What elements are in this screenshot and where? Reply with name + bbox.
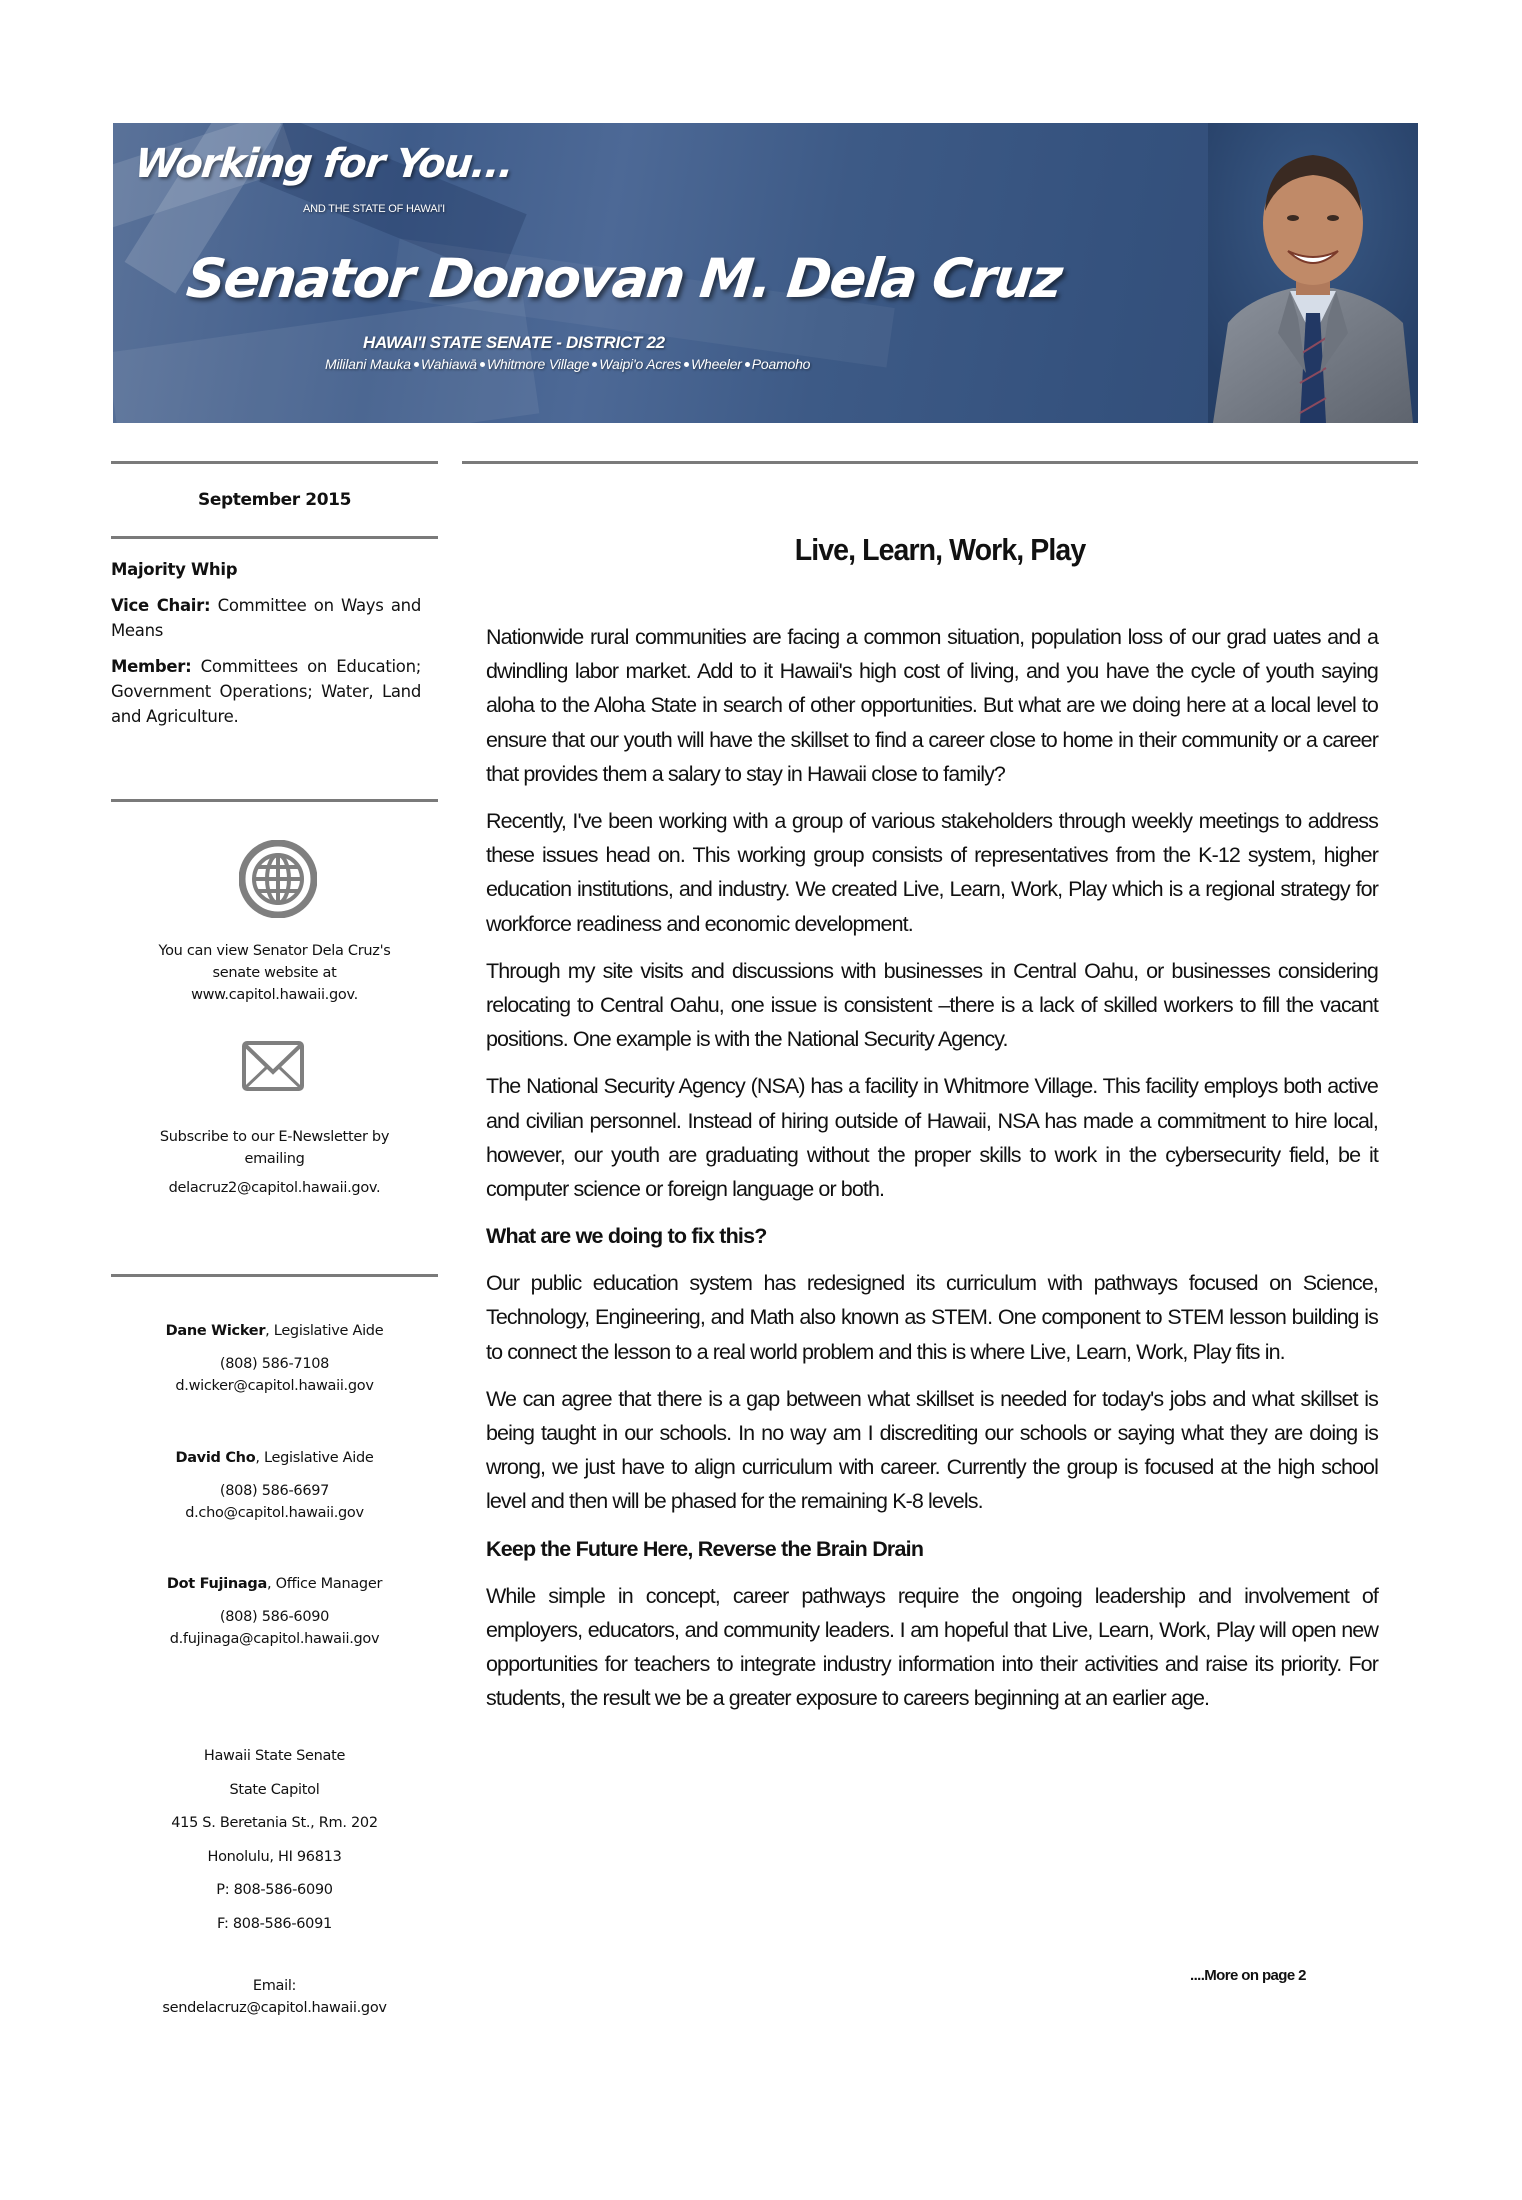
staff-phone: (808) 586-7108	[219, 1356, 330, 1372]
article-title: Live, Learn, Work, Play	[794, 532, 1086, 567]
article-paragraph: Through my site visits and discussions with businesses in Central Oahu, or businesses considering relocating to Central Oahu, one issue is consistent –there is a lack of skilled workers to fill the vacant positions. One example is with the National Security Agency.	[486, 958, 1378, 1052]
header-banner	[113, 123, 1418, 423]
office-address	[111, 1740, 438, 1941]
article-subheading: Keep the Future Here, Reverse the Brain Drain	[486, 1536, 924, 1561]
staff-title: , Legislative Aide	[255, 1450, 374, 1466]
sidebar-divider	[111, 536, 438, 539]
article-subheading: What are we doing to fix this?	[486, 1224, 767, 1249]
article-paragraph: The National Security Agency (NSA) has a facility in Whitmore Village. This facility employs both active and civilian personnel. Instead of hiring outside of Hawaii, NSA has made a commitment to hire local, however, our youth are graduating without the proper skills to work in the cybersecurity field, be it computer science or foreign language or both.	[486, 1074, 1378, 1202]
staff-email-link[interactable]: d.wicker@capitol.hawaii.gov	[175, 1378, 374, 1394]
staff-email-link[interactable]: d.fujinaga@capitol.hawaii.gov	[169, 1631, 380, 1647]
office-phone: P: 808-586-6090	[216, 1882, 333, 1898]
area-item: Poamoho	[751, 356, 811, 372]
bullet-icon	[480, 362, 485, 367]
website-text: senate website at	[212, 965, 337, 981]
article-paragraph: Our public education system has redesigned its curriculum with pathways focused on Science, Technology, Engineering, and Math also known as STEM. One component to STEM lesson building is to connect the lesson to a real world problem and this is where Live, Learn, Work, Play fits in.	[486, 1271, 1378, 1364]
area-item: Mililani Mauka	[325, 356, 411, 372]
role-text: Committees on Education; Government Operations; Water, Land and Agriculture.	[111, 657, 421, 726]
role-majority-whip: Majority Whip	[111, 560, 238, 579]
area-item: Wahiawā	[420, 356, 477, 372]
staff-phone: (808) 586-6697	[219, 1483, 330, 1499]
continued-link[interactable]: ....More on page 2	[1190, 1967, 1306, 1984]
address-line: 415 S. Beretania St., Rm. 202	[171, 1815, 378, 1831]
newsletter-info	[111, 1126, 438, 1199]
issue-date: September 2015	[197, 490, 352, 510]
role-label: Member:	[111, 657, 192, 676]
globe-icon	[239, 840, 317, 918]
article-paragraph: Nationwide rural communities are facing a common situation, population loss of our grad uates and a dwindling labor market. Add to it Hawaii's high cost of living, and you have the cycle of youth saying aloha to the Aloha State in search of other opportunities. But what are we doing here at a local level to ensure that our youth will have the skillset to find a career close to home in their community or a career that provides them a salary to stay in Hawaii close to family?	[486, 625, 1378, 786]
newsletter-text: Subscribe to our E-Newsletter by	[159, 1129, 390, 1145]
address-line: State Capitol	[229, 1781, 320, 1798]
sidebar-divider	[111, 799, 438, 802]
address-line: Hawaii State Senate	[203, 1748, 346, 1764]
article-paragraph: Recently, I've been working with a group of various stakeholders through weekly meetings to address these issues head on. This working group consists of representatives from the K-12 system, higher education institutions, and industry. We created Live, Learn, Work, Play which is a regional strategy for workforce readiness and economic development.	[486, 809, 1378, 936]
staff-name: Dane Wicker	[165, 1323, 266, 1339]
senator-name: Senator Donovan M. Dela Cruz	[183, 247, 1064, 310]
staff-contact	[111, 1573, 438, 1650]
newsletter-email-link[interactable]: delacruz2@capitol.hawaii.gov.	[168, 1180, 381, 1196]
area-item: Wheeler	[691, 356, 742, 372]
sidebar-divider	[111, 1274, 438, 1277]
area-item: Whitmore Village	[486, 356, 590, 372]
bullet-icon	[684, 362, 689, 367]
bullet-icon	[414, 362, 419, 367]
website-info	[111, 940, 438, 1006]
article-paragraph: While simple in concept, career pathways require the ongoing leadership and involvement of employers, educators, and community leaders. I am hopeful that Live, Learn, Work, Play will open new opportunities for teachers to integrate industry information into their activities and raise its priority. For students, the result we be a greater exposure to careers beginning at an earlier age.	[486, 1583, 1378, 1711]
article-paragraph: We can agree that there is a gap between what skillset is needed for today's jobs and what skillset is being taught in our schools. In no way am I discrediting our schools or saying what they are doing is wrong, we just have to align curriculum with career. Currently the group is focused at the high school level and then will be phased for the remaining K-8 levels.	[486, 1386, 1378, 1514]
address-line: Honolulu, HI 96813	[207, 1848, 342, 1865]
newsletter-text: emailing	[244, 1151, 305, 1167]
bullet-icon	[745, 362, 750, 367]
office-email-link[interactable]: sendelacruz@capitol.hawaii.gov	[162, 2000, 387, 2016]
staff-contact	[111, 1447, 438, 1524]
staff-name: David Cho	[175, 1450, 256, 1466]
role-text: Committee on Ways and Means	[111, 596, 422, 640]
role-label: Vice Chair:	[111, 596, 211, 615]
sidebar-divider	[111, 461, 438, 464]
area-item: Waipi'o Acres	[599, 356, 681, 372]
bullet-icon	[592, 362, 597, 367]
office-fax: F: 808-586-6091	[217, 1915, 332, 1932]
staff-phone: (808) 586-6090	[219, 1609, 330, 1625]
envelope-icon	[241, 1040, 305, 1092]
website-link[interactable]: www.capitol.hawaii.gov.	[191, 987, 358, 1003]
senator-roles	[111, 557, 421, 740]
banner-tagline: Working for You...	[132, 141, 515, 187]
article-body	[486, 620, 1378, 1728]
office-email	[111, 1975, 438, 2019]
main-divider	[462, 461, 1418, 464]
staff-title: , Office Manager	[266, 1576, 383, 1592]
email-label: Email:	[252, 1978, 297, 1994]
senator-photo	[1208, 123, 1418, 423]
staff-title: , Legislative Aide	[265, 1323, 384, 1339]
staff-email-link[interactable]: d.cho@capitol.hawaii.gov	[185, 1505, 364, 1521]
website-text: You can view Senator Dela Cruz's	[158, 943, 391, 959]
staff-name: Dot Fujinaga	[166, 1576, 267, 1592]
banner-tagline-sub: AND THE STATE OF HAWAI'I	[303, 203, 445, 215]
district-areas	[325, 356, 810, 372]
district-label: HAWAI'I STATE SENATE - DISTRICT 22	[363, 333, 665, 352]
staff-contact	[111, 1320, 438, 1397]
